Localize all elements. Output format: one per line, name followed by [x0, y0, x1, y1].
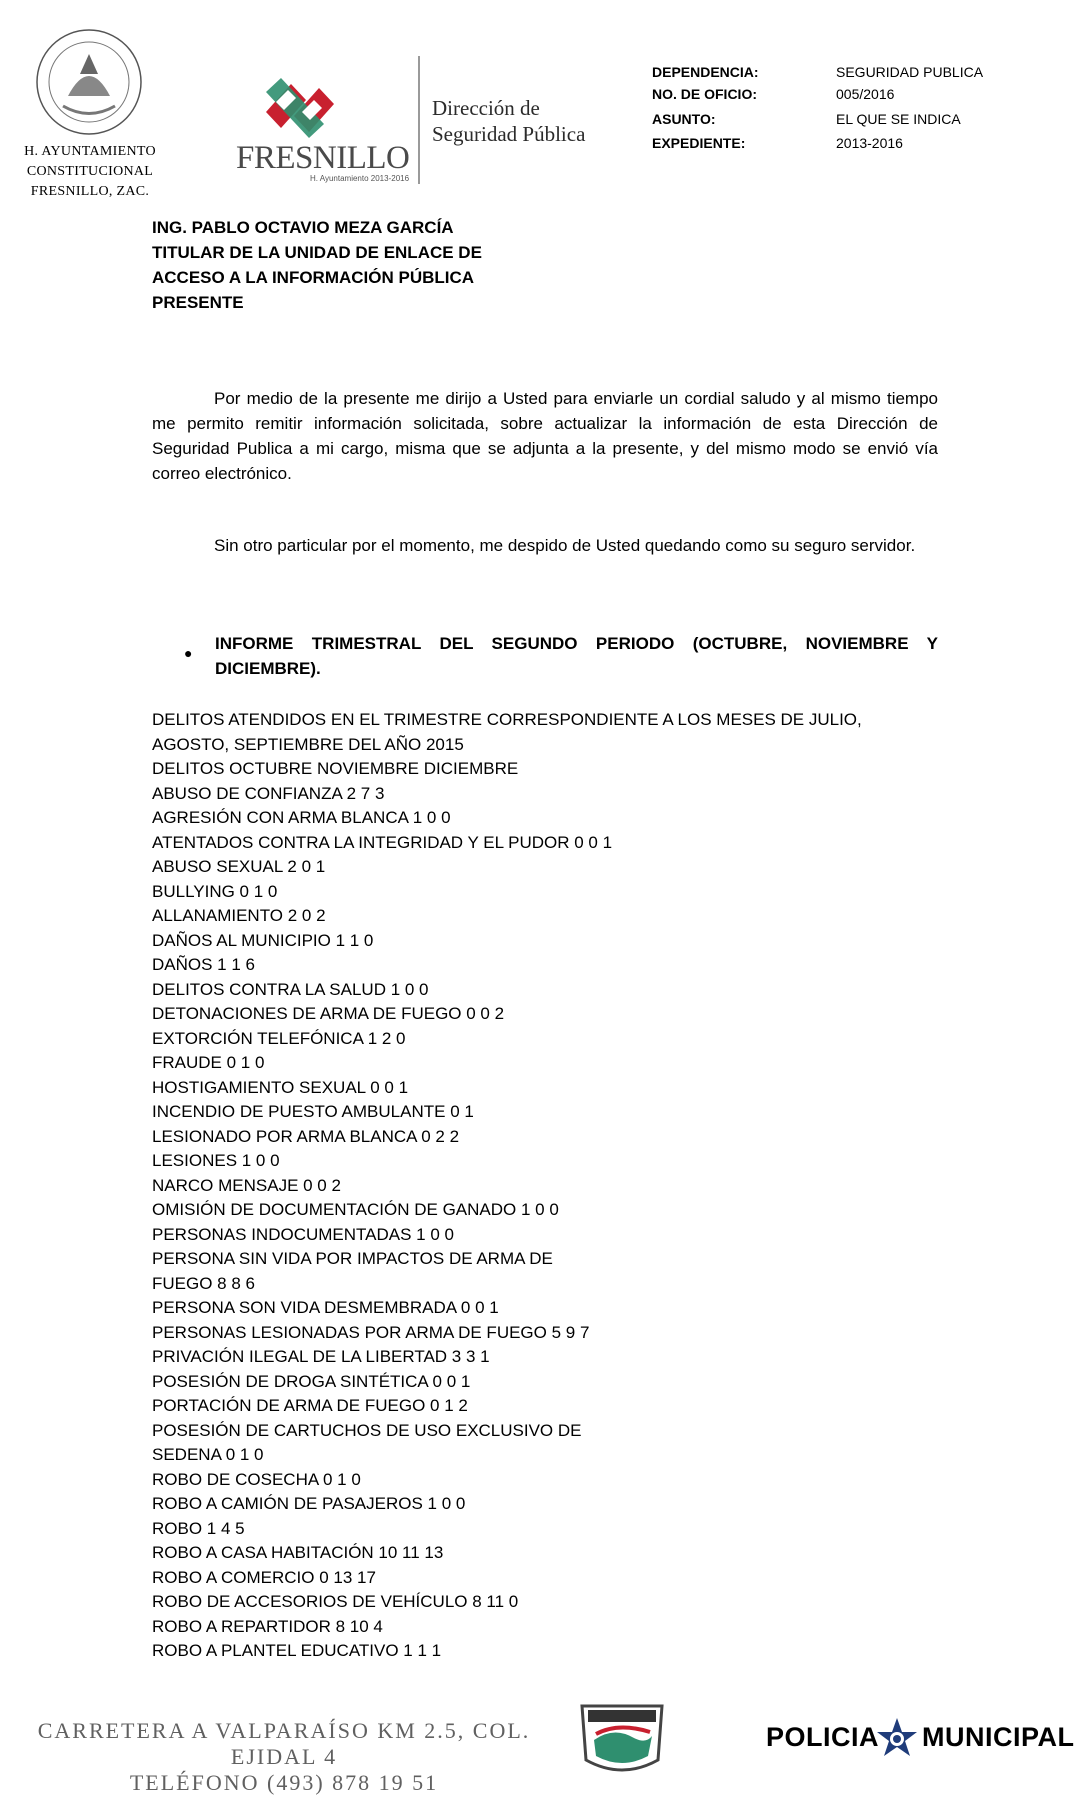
body-paragraph-1: Por medio de la presente me dirijo a Usted para enviarle un cordial saludo y al mismo tiempo me permito remitir información solicitada, sobre actualizar la información de esta Dirección de Seguridad Publica a mi cargo, misma que se adjunta a la presente, y del mismo modo se envió vía correo electrónico. [152, 389, 938, 483]
footer-address-line: TELÉFONO (493) 878 19 51 [129, 1770, 439, 1795]
list-item: AGOSTO, SEPTIEMBRE DEL AÑO 2015 [152, 734, 464, 754]
seal-caption [10, 142, 170, 202]
dept-line-1: Dirección de [432, 96, 540, 120]
header-divider [418, 56, 420, 184]
list-item: PERSONAS LESIONADAS POR ARMA DE FUEGO 5 9 7 [152, 1322, 590, 1342]
police-wordmark-left: POLICIA [766, 1722, 880, 1752]
list-item: FRAUDE 0 1 0 [152, 1053, 265, 1072]
list-item: NARCO MENSAJE 0 0 2 [152, 1175, 341, 1195]
list-item: FUEGO 8 8 6 [152, 1273, 255, 1293]
police-star-icon [874, 1716, 920, 1762]
list-item: DAÑOS AL MUNICIPIO 1 1 0 [152, 930, 374, 950]
list-item: ROBO 1 4 5 [152, 1518, 245, 1538]
meta-value-oficio: 005/2016 [836, 86, 895, 102]
dept-line-2: Seguridad Pública [432, 122, 586, 146]
list-item: PERSONAS INDOCUMENTADAS 1 0 0 [152, 1224, 454, 1244]
footer-address-line: CARRETERA A VALPARAÍSO KM 2.5, COL. EJIDAL 4 [37, 1718, 531, 1769]
list-item: ABUSO SEXUAL 2 0 1 [152, 857, 326, 876]
list-item: OMISIÓN DE DOCUMENTACIÓN DE GANADO 1 0 0 [152, 1200, 559, 1219]
list-item: POSESIÓN DE CARTUCHOS DE USO EXCLUSIVO DE [152, 1420, 582, 1440]
list-item: EXTORCIÓN TELEFÓNICA 1 2 0 [152, 1028, 406, 1048]
list-item: DELITOS CONTRA LA SALUD 1 0 0 [152, 979, 429, 999]
meta-value-dependencia: SEGURIDAD PUBLICA [836, 64, 984, 80]
list-item: ATENTADOS CONTRA LA INTEGRIDAD Y EL PUDOR 0 0 1 [152, 832, 613, 852]
list-item: ROBO DE COSECHA 0 1 0 [152, 1469, 361, 1489]
list-item: AGRESIÓN CON ARMA BLANCA 1 0 0 [152, 808, 451, 827]
meta-value-expediente: 2013-2016 [836, 135, 903, 151]
list-item: POSESIÓN DE DROGA SINTÉTICA 0 0 1 [152, 1371, 471, 1391]
list-item: ROBO DE ACCESORIOS DE VEHÍCULO 8 11 0 [152, 1592, 519, 1611]
list-item: LESIONADO POR ARMA BLANCA 0 2 2 [152, 1126, 460, 1146]
police-wordmark-right: MUNICIPAL [922, 1722, 1075, 1752]
report-heading: INFORME TRIMESTRAL DEL SEGUNDO PERIODO (OCTUBRE, NOVIEMBRE Y DICIEMBRE). [215, 634, 938, 678]
list-item: LESIONES 1 0 0 [152, 1151, 280, 1170]
crime-list [152, 708, 912, 1664]
list-item: ABUSO DE CONFIANZA 2 7 3 [152, 783, 385, 803]
list-item: INCENDIO DE PUESTO AMBULANTE 0 1 [152, 1102, 474, 1121]
list-item: HOSTIGAMIENTO SEXUAL 0 0 1 [152, 1077, 409, 1097]
list-item: PRIVACIÓN ILEGAL DE LA LIBERTAD 3 3 1 [152, 1347, 490, 1366]
addressee-line: PRESENTE [152, 293, 244, 312]
bullet-dot-icon: ● [184, 645, 193, 661]
list-item: BULLYING 0 1 0 [152, 881, 278, 901]
addressee-block [152, 215, 482, 315]
list-item: ROBO A CAMIÓN DE PASAJEROS 1 0 0 [152, 1494, 466, 1513]
list-item: ROBO A CASA HABITACIÓN 10 11 13 [152, 1543, 444, 1562]
list-item: DETONACIONES DE ARMA DE FUEGO 0 0 2 [152, 1004, 505, 1023]
brand-name: FRESNILLO [236, 140, 410, 176]
seal-caption-line: FRESNILLO, ZAC. [30, 184, 150, 199]
list-item: PERSONA SON VIDA DESMEMBRADA 0 0 1 [152, 1298, 499, 1317]
meta-key-oficio: NO. DE OFICIO: [652, 86, 757, 102]
meta-key-expediente: EXPEDIENTE: [652, 135, 746, 151]
addressee-line: ING. PABLO OCTAVIO MEZA GARCÍA [152, 218, 454, 237]
list-item: DAÑOS 1 1 6 [152, 955, 255, 974]
brand-subtitle: H. Ayuntamiento 2013-2016 [310, 174, 410, 183]
list-item: DELITOS ATENDIDOS EN EL TRIMESTRE CORRESPONDIENTE A LOS MESES DE JULIO, [152, 710, 862, 729]
addressee-line: TITULAR DE LA UNIDAD DE ENLACE DE [152, 243, 482, 262]
list-item: DELITOS OCTUBRE NOVIEMBRE DICIEMBRE [152, 759, 519, 778]
list-item: ROBO A COMERCIO 0 13 17 [152, 1567, 376, 1587]
list-item: SEDENA 0 1 0 [152, 1445, 264, 1464]
meta-key-asunto: ASUNTO: [652, 111, 716, 127]
national-seal-logo [28, 26, 150, 138]
list-item: ROBO A PLANTEL EDUCATIVO 1 1 1 [152, 1641, 442, 1660]
list-item: PERSONA SIN VIDA POR IMPACTOS DE ARMA DE [152, 1249, 553, 1268]
list-item: ROBO A REPARTIDOR 8 10 4 [152, 1616, 383, 1636]
seal-caption-line: CONSTITUCIONAL [26, 164, 154, 179]
sistema-nacional-seguridad-logo [574, 1700, 670, 1780]
seal-caption-line: H. AYUNTAMIENTO [24, 144, 156, 159]
addressee-line: ACCESO A LA INFORMACIÓN PÚBLICA [152, 268, 475, 287]
list-item: PORTACIÓN DE ARMA DE FUEGO 0 1 2 [152, 1396, 468, 1415]
list-item: ALLANAMIENTO 2 0 2 [152, 906, 326, 925]
body-paragraph-2: Sin otro particular por el momento, me despido de Usted quedando como su seguro servidor. [214, 536, 916, 555]
footer-address [24, 1718, 544, 1796]
meta-value-asunto: EL QUE SE INDICA [836, 111, 961, 127]
meta-key-dependencia: DEPENDENCIA: [652, 64, 759, 80]
